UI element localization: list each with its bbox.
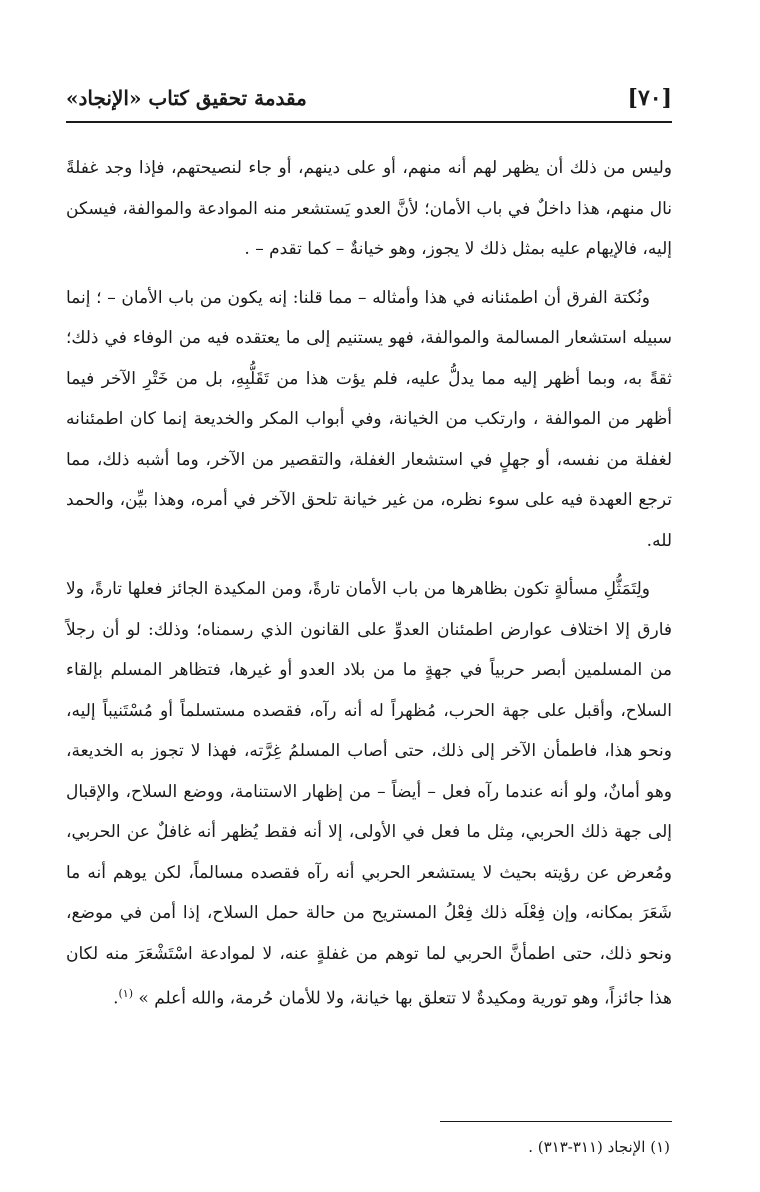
footnote-separator: [440, 1121, 672, 1122]
main-text: [66, 148, 672, 1027]
paragraph-3: ولِتَمَثُّلِ مسألةٍ تكون بظاهرها من باب الأمان تارةً، ومن المكيدة الجائز فعلها تارةً، ولا فارق إلا اختلاف عوارض اطمئنان العدوِّ على القانون الذي رسمناه؛ وذلك: لو أن رجلاً من المسلمين أبصر حربياً في جهةٍ ما من بلاد العدو أو غيرها، فتظاهر المسلم بإلقاء السلاح، وأقبل على جهة الحرب، مُظهراً له أنه رآه، فقصده مستسلماً أو مُسْتَنيباً إليه، ونحو هذا، فاطمأن الآخر إلى ذلك، حتى أصاب المسلمُ غِرَّته، فهذا لا تجوز به الخديعة، وهو أمانٌ، ولو أنه عندما رآه فعل – أيضاً – من إظهار الاستنامة، ووضع السلاح، والإقبال إلى جهة ذلك الحربي، مِثل ما فعل في الأولى، إلا أنه فقط يُظهر أنه غافلٌ عن الحربي، ومُعرض عن رؤيته بحيث لا يستشعر الحربي أنه رآه فقصده مسالماً، لكن يوهم أنه ما شَعَرَ بمكانه، وإن فِعْلَه ذلك فِعْلُ المستريح من حالة حمل السلاح، إذا أمن في موضع، ونحو ذلك، حتى اطمأنَّ الحربي لما توهم من غفلةٍ عنه، لا لموادعة اسْتَشْعَرَ منه لكان هذا جائزاً، وهو تورية ومكيدةٌ لا تتعلق بها خيانة، ولا للأمان حُرمة، والله أعلم » $^{(١)}$.: [66, 579, 672, 1009]
header-rule: [66, 121, 672, 123]
paragraph-2: ونُكتة الفرق أن اطمئنانه في هذا وأمثاله – مما قلنا: إنه يكون من باب الأمان – ؛ إنما سبيله استشعار المسالمة والموالفة، فهو يستنيم إلى ما يعتقده فيه من الوفاء في ذلك؛ ثقةً به، وبما أظهر إليه مما يدلُّ عليه، فلم يؤت هذا من تَقَلُّبِهِ، بل من خَتْرِ الآخر فيما أظهر من الموالفة ، وارتكب من الخيانة، وفي أبواب المكر والخديعة إنما كان اطمئنانه لغفلة من نفسه، أو جهلٍ في استشعار الغفلة، والتقصير من الآخر، وما أشبه ذلك، مما ترجع العهدة فيه على سوء نظره، من غير خيانة تلحق الآخر في أمره، وهذا بيِّن، والحمد لله.: [66, 287, 672, 551]
page-number: [٧٠]: [627, 85, 672, 111]
running-title: مقدمة تحقيق كتاب «الإنجاد»: [66, 86, 307, 110]
footnote: (١) الإنجاد (٣١١-٣١٣) .: [528, 1138, 670, 1156]
paragraph-3-text: ولِتَمَثُّلِ مسألةٍ تكون بظاهرها من باب الأمان تارةً، ومن المكيدة الجائز فعلها تارةً، ولا فارق إلا اختلاف عوارض اطمئنان العدوِّ على القانون الذي رسمناه؛ وذلك: لو أن رجلاً من المسلمين أبصر حربياً في جهةٍ ما من بلاد العدو أو غيرها، فتظاهر المسلم بإلقاء السلاح، وأقبل على جهة الحرب، مُظهراً له أنه رآه، فقصده مستسلماً أو مُسْتَنيباً إليه، ونحو هذا، فاطمأن الآخر إلى ذلك، حتى أصاب المسلمُ غِرَّته، فهذا لا تجوز به الخديعة، وهو أمانٌ، ولو أنه عندما رآه فعل – أيضاً – من إظهار الاستنامة، ووضع السلاح، والإقبال إلى جهة ذلك الحربي، مِثل ما فعل في الأولى، إلا أنه فقط يُظهر أنه غافلٌ عن الحربي، ومُعرض عن رؤيته بحيث لا يستشعر الحربي أنه رآه فقصده مسالماً، لكن يوهم أنه ما شَعَرَ بمكانه، وإن فِعْلَه ذلك فِعْلُ المستريح من حالة حمل السلاح، إذا أمن في موضع، ونحو ذلك، حتى اطمأنَّ الحربي لما توهم من غفلةٍ عنه، لا لموادعة اسْتَشْعَرَ منه لكان هذا جائزاً، وهو تورية ومكيدةٌ لا تتعلق بها خيانة، ولا للأمان حُرمة، والله أعلم »: [66, 579, 672, 1009]
page-header: [66, 78, 672, 118]
paragraph-1: وليس من ذلك أن يظهر لهم أنه منهم، أو على دينهم، أو جاء لنصيحتهم، فإذا وجد غفلةً نال منهم، هذا داخلٌ في باب الأمان؛ لأنَّ العدو يَستشعر منه الموادعة والموالفة، فيسكن إليه، فالإيهام عليه بمثل ذلك لا يجوز، وهو خيانةٌ – كما تقدم – .: [66, 158, 672, 259]
footnote-reference[interactable]: (١): [118, 987, 133, 1000]
